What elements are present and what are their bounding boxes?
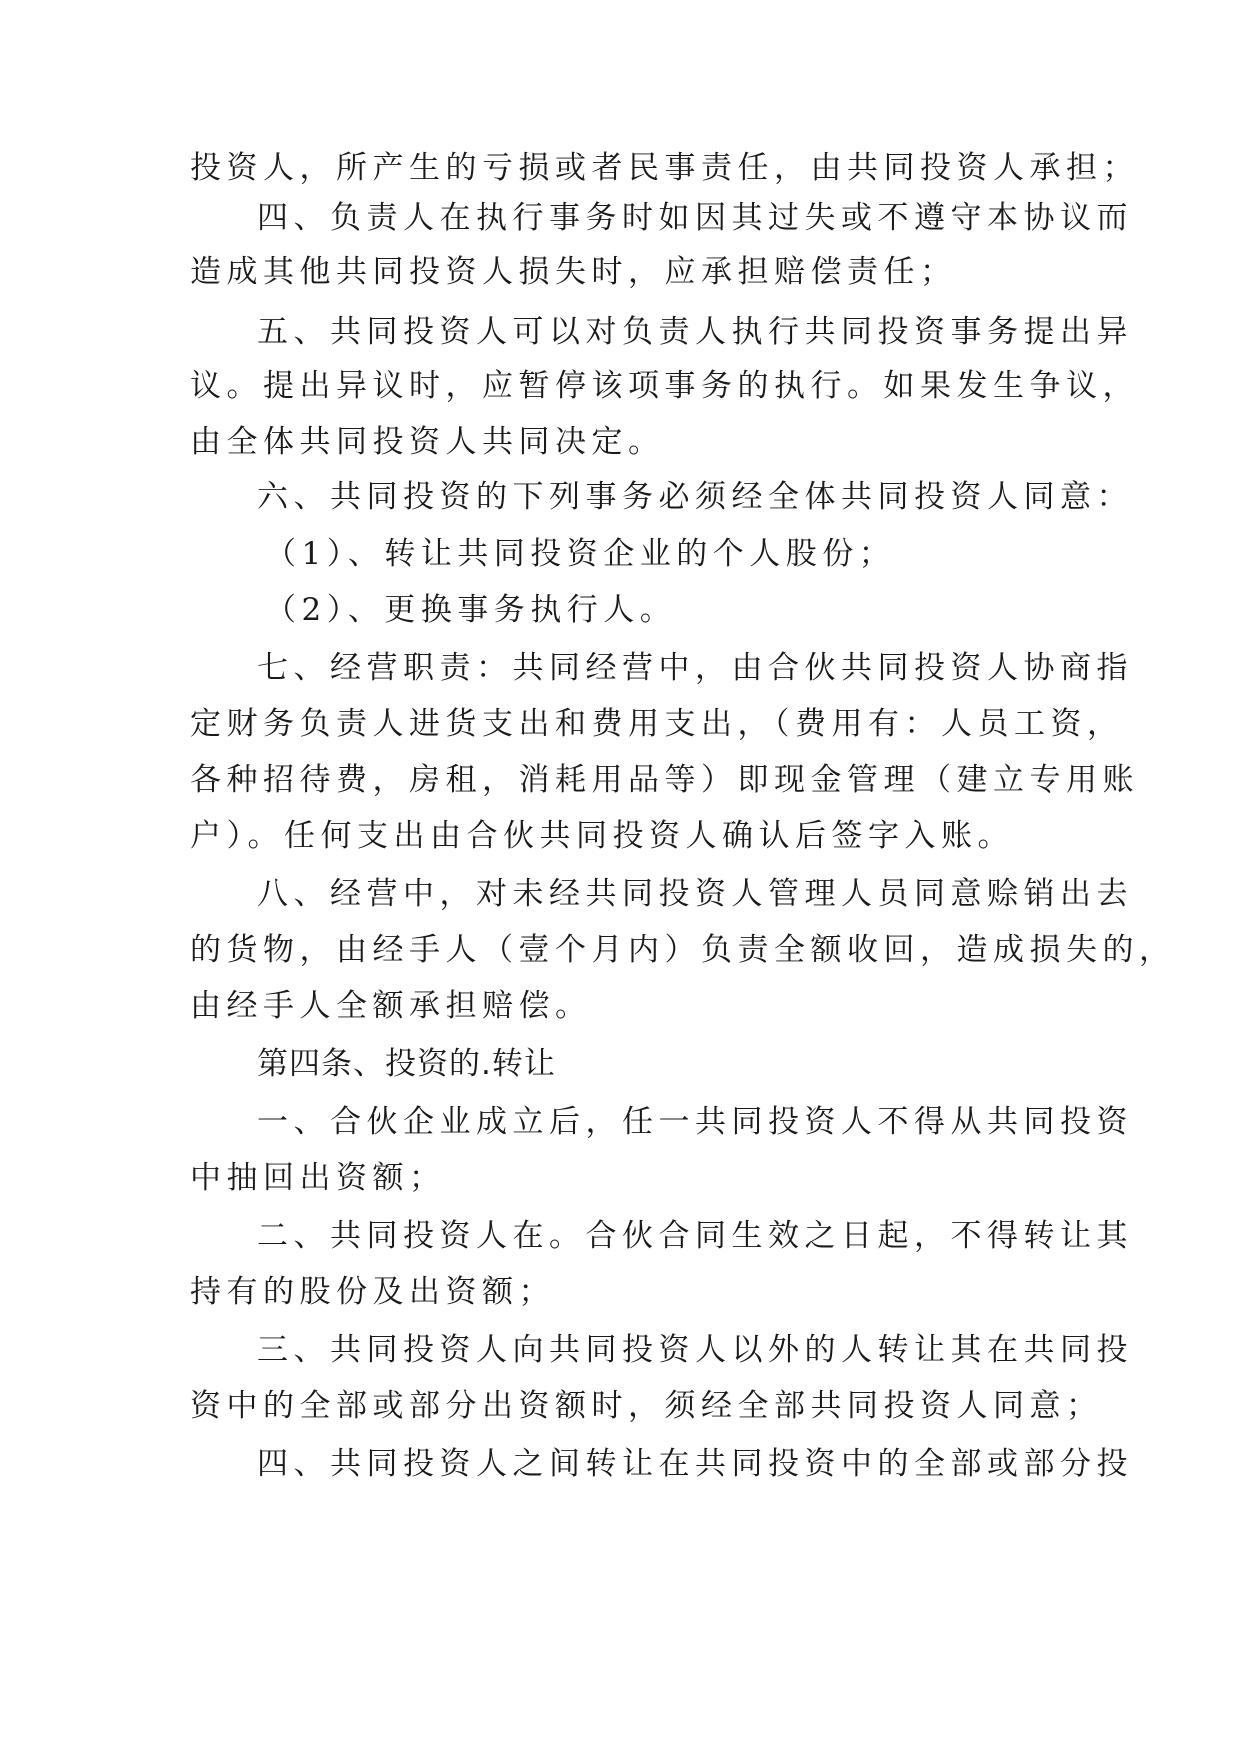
text-line: 八、经营中，对未经共同投资人管理人员同意赊销出去 [257,876,1133,912]
text-line: 资中的全部或部分出资额时，须经全部共同投资人同意； [190,1388,1103,1424]
text-line: 的货物，由经手人（壹个月内）负责全额收回，造成损失的， [190,932,1176,968]
text-line: 四、共同投资人之间转让在共同投资中的全部或部分投 [257,1446,1133,1482]
text-line: 议。提出异议时，应暂停该项事务的执行。如果发生争议， [190,368,1139,404]
text-line: 六、共同投资的下列事务必须经全体共同投资人同意： [257,479,1133,515]
section-heading: 第四条、投资的.转让 [257,1046,556,1082]
text-line: 各种招待费，房租，消耗用品等）即现金管理（建立专用账 [190,762,1139,798]
text-line: 四、负责人在执行事务时如因其过失或不遵守本协议而 [257,200,1133,236]
text-line: 中抽回出资额； [190,1160,446,1196]
text-line: 五、共同投资人可以对负责人执行共同投资事务提出异 [257,314,1133,350]
text-line: （1）、转让共同投资企业的个人股份； [265,536,896,572]
text-line: 持有的股份及出资额； [190,1274,555,1310]
text-line: 户）。任何支出由合伙共同投资人确认后签字入账。 [190,818,1014,854]
text-line: 七、经营职责：共同经营中，由合伙共同投资人协商指 [257,650,1133,686]
text-line: 由全体共同投资人共同决定。 [190,424,665,460]
text-line: 三、共同投资人向共同投资人以外的人转让其在共同投 [257,1332,1133,1368]
text-line: 一、合伙企业成立后，任一共同投资人不得从共同投资 [257,1104,1133,1140]
text-line: 二、共同投资人在。合伙合同生效之日起，不得转让其 [257,1218,1133,1254]
text-line: 定财务负责人进货支出和费用支出，（费用有：人员工资， [190,706,1124,742]
text-line: （2）、更换事务执行人。 [265,592,677,628]
text-line: 投资人，所产生的亏损或者民事责任，由共同投资人承担； [190,150,1139,186]
text-line: 造成其他共同投资人损失时，应承担赔偿责任； [190,254,957,290]
text-line: 由经手人全额承担赔偿。 [190,988,592,1024]
